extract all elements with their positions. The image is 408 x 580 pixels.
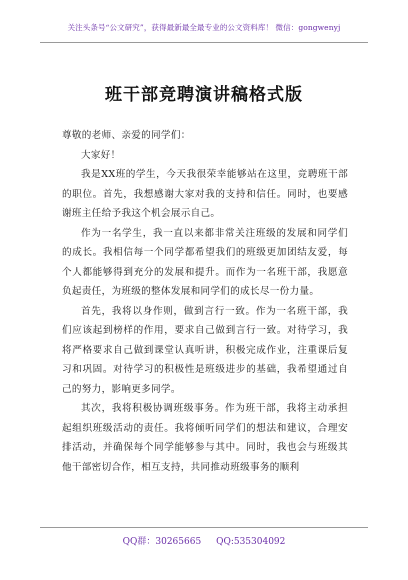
footer-qq-group: QQ群：30265665 (122, 537, 202, 547)
header-divider (40, 42, 368, 43)
paragraph-intro: 我是XX班的学生，今天我很荣幸能够站在这里，竞聘班干部的职位。首先，我想感谢大家对我的支持和信任。同时，也要感谢班主任给予我这个机会展示自己。 (62, 169, 348, 219)
document-body (62, 126, 348, 477)
paragraph-second-point: 其次，我将积极协调班级事务。作为班干部，我将主动承担起组织班级活动的责任。我将倾听同学们的想法和建议，合理安排活动，并确保每个同学能够参与其中。同时，我也会与班级其他干部密切合作，相互支持，共同推动班级事务的顺利 (62, 403, 348, 473)
paragraph-greeting: 大家好！ (81, 149, 121, 161)
paragraph-motivation: 作为一名学生，我一直以来都非常关注班级的发展和同学们的成长。我相信每一个同学都希望我们的班级更加团结友爱，每个人都能够得到充分的发展和提升。而作为一名班干部，我愿意负起责任，为班级的整体发展和同学们的成长尽一份力量。 (62, 227, 348, 297)
footer-qq: QQ:535304092 (216, 537, 286, 547)
footer-divider (40, 527, 368, 528)
paragraph-first-point: 首先，我将以身作则，做到言行一致。作为一名班干部，我们应该起到榜样的作用，要求自己做到言行一致。对待学习，我将严格要求自己做到课堂认真听讲，积极完成作业，注重课后复习和巩固。对待学习的积极性是班级进步的基础，我希望通过自己的努力，影响更多同学。 (62, 305, 348, 395)
document-title: 班干部竞聘演讲稿格式版 (105, 85, 303, 105)
salutation: 尊敬的老师、亲爱的同学们： (62, 130, 191, 141)
header-banner: 关注头条号“公文研究”，获得最新最全最专业的公文资料库！ 微信：gongwenyj (67, 23, 341, 32)
footer-contact (0, 534, 408, 547)
